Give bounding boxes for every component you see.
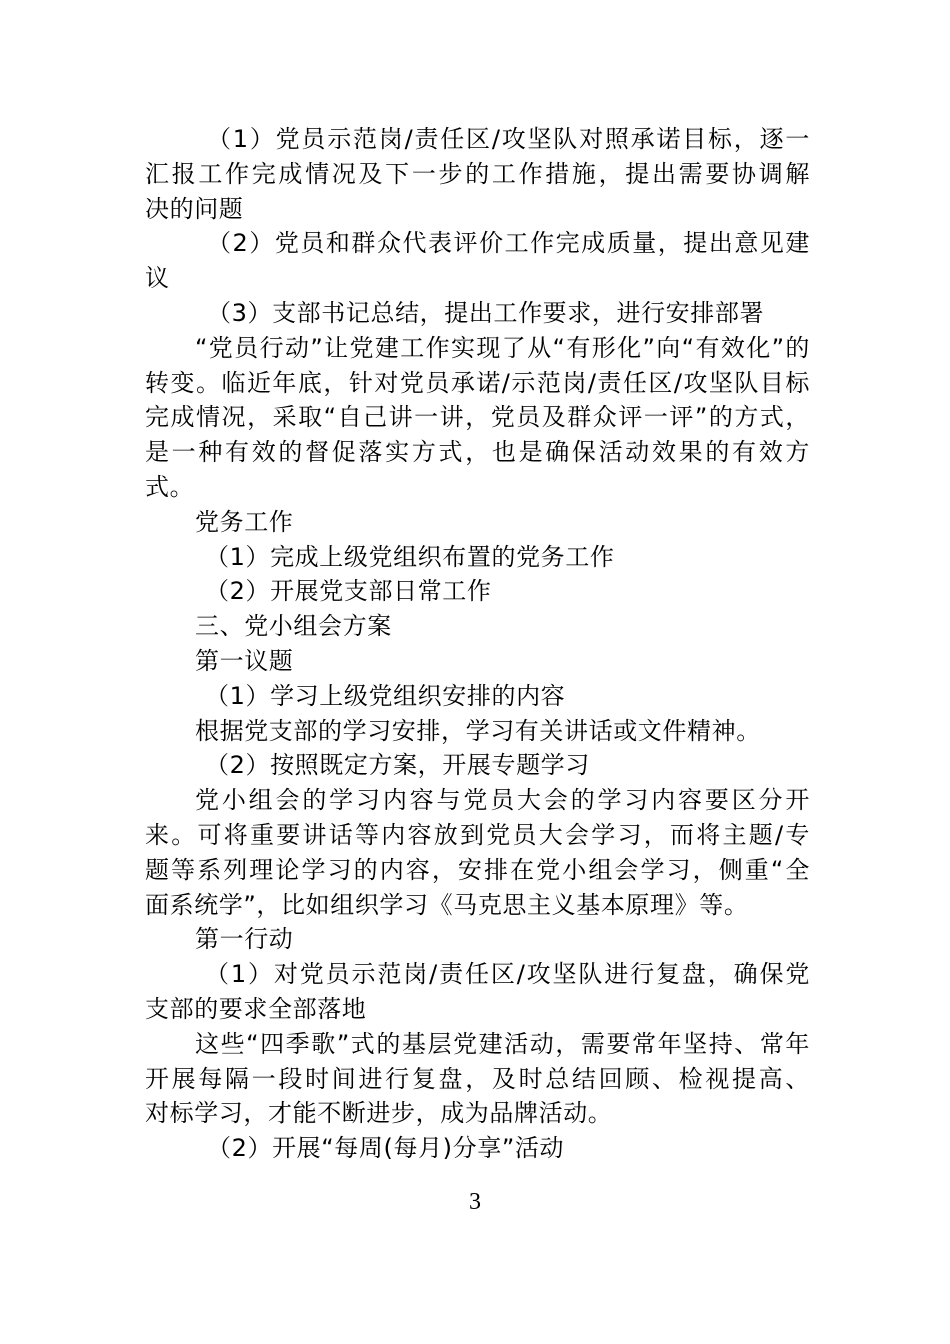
body-line: 来。可将重要讲话等内容放到党员大会学习，而将主题/专 xyxy=(145,820,810,849)
page-number: 3 xyxy=(469,1189,481,1215)
list-item: （2）开展党支部日常工作 xyxy=(205,577,492,606)
body-line: 汇报工作完成情况及下一步的工作措施，提出需要协调解 xyxy=(145,159,810,188)
section-heading: 第一议题 xyxy=(195,646,294,675)
body-line: 党小组会的学习内容与党员大会的学习内容要区分开 xyxy=(195,786,810,815)
section-heading: 党务工作 xyxy=(195,507,294,536)
body-line: （1）党员示范岗/责任区/攻坚队对照承诺目标，逐一 xyxy=(207,125,810,153)
body-line: 完成情况，采取“自己讲一讲，党员及群众评一评”的方式， xyxy=(145,403,810,432)
body-line: 议 xyxy=(145,264,170,293)
list-item: （1）完成上级党组织布置的党务工作 xyxy=(205,542,615,571)
body-line: 根据党支部的学习安排，学习有关讲话或文件精神。 xyxy=(195,716,761,745)
list-item: （1）学习上级党组织安排的内容 xyxy=(205,681,566,710)
body-line: 是一种有效的督促落实方式，也是确保活动效果的有效方 xyxy=(145,438,810,467)
document-body xyxy=(145,122,810,1166)
body-line: 支部的要求全部落地 xyxy=(145,994,367,1023)
body-line: （2）党员和群众代表评价工作完成质量，提出意见建 xyxy=(207,229,810,258)
list-item: （2）按照既定方案，开展专题学习 xyxy=(205,751,590,780)
body-line: 转变。临近年底，针对党员承诺/示范岗/责任区/攻坚队目标 xyxy=(145,368,810,397)
body-line: 题等系列理论学习的内容，安排在党小组会学习，侧重“全 xyxy=(145,855,810,884)
body-line: 对标学习，才能不断进步，成为品牌活动。 xyxy=(145,1099,613,1128)
section-heading: 三、党小组会方案 xyxy=(195,612,392,641)
body-line: 面系统学”，比如组织学习《马克思主义基本原理》等。 xyxy=(145,890,749,919)
body-line: 这些“四季歌”式的基层党建活动，需要常年坚持、常年 xyxy=(195,1029,810,1058)
body-line: 式。 xyxy=(145,472,195,501)
body-line: “党员行动”让党建工作实现了从“有形化”向“有效化”的 xyxy=(195,333,810,362)
list-item: （2）开展“每周(每月)分享”活动 xyxy=(207,1134,565,1163)
list-item: （1）对党员示范岗/责任区/攻坚队进行复盘，确保党 xyxy=(205,960,810,989)
body-line: 开展每隔一段时间进行复盘，及时总结回顾、检视提高、 xyxy=(145,1064,810,1093)
section-heading: 第一行动 xyxy=(195,925,294,954)
body-line: （3）支部书记总结，提出工作要求，进行安排部署 xyxy=(207,298,765,327)
body-line: 决的问题 xyxy=(145,194,244,223)
